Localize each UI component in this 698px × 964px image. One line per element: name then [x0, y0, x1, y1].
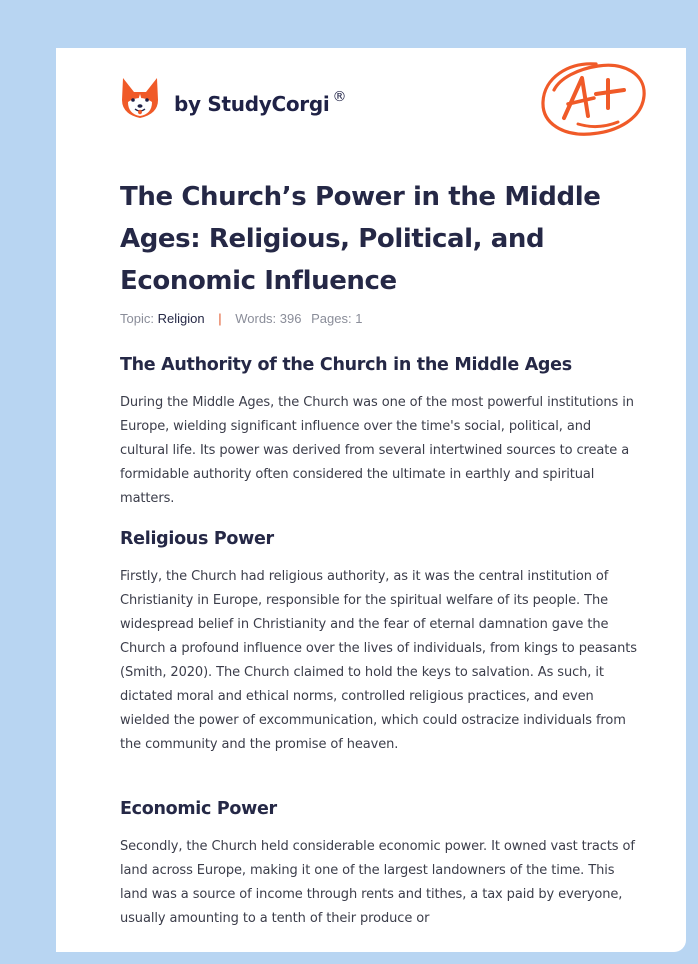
pages-label: Pages: — [311, 311, 352, 326]
topic-label: Topic: — [120, 311, 154, 326]
section-heading: Religious Power — [120, 529, 274, 549]
section-paragraph: Secondly, the Church held considerable economic power. It owned vast tracts of land across Europe, making it one of the largest landowners of the time. This land was a source of income through rents and tithes, a tax paid by everyone, usually amounting to a tenth of their produce or — [120, 839, 635, 926]
document-card — [56, 48, 686, 952]
grade-badge — [538, 58, 648, 144]
a-plus-grade-icon — [538, 58, 648, 140]
studycorgi-logo[interactable] — [120, 76, 346, 120]
pages-count: 1 — [355, 311, 363, 326]
words-count: 396 — [279, 311, 302, 326]
brand-name: by StudyCorgi ® — [174, 88, 347, 116]
page-title: The Church’s Power in the Middle Ages: Religious, Political, and Economic Influence — [120, 182, 601, 296]
article-meta — [120, 311, 362, 326]
section-paragraph: Firstly, the Church had religious authority, as it was the central institution of Christianity in Europe, responsible for the spiritual welfare of its people. The widespread belief in Christianity and the fear of eternal damnation gave the Church a profound influence over the lives of individuals, from kings to peasants (Smith, 2020). The Church claimed to hold the keys to salvation. As such, it dictated moral and ethical norms, controlled religious practices, and even wielded the power of excommunication, which could ostracize individuals from the community and the promise of heaven. — [120, 569, 637, 752]
registered-mark: ® — [332, 88, 347, 105]
section-heading: The Authority of the Church in the Middle Ages — [120, 355, 572, 375]
section-heading: Economic Power — [120, 799, 277, 819]
section-paragraph: During the Middle Ages, the Church was one of the most powerful institutions in Europe, wielding significant influence over the time's social, political, and cultural life. Its power was derived from several intertwined sources to create a formidable authority often considered the ultimate in earthly and spiritual matters. — [120, 395, 634, 506]
meta-separator: | — [218, 311, 222, 326]
words-label: Words: — [235, 311, 277, 326]
topic-link[interactable]: Religion — [157, 311, 205, 326]
corgi-logo-icon — [120, 76, 160, 120]
